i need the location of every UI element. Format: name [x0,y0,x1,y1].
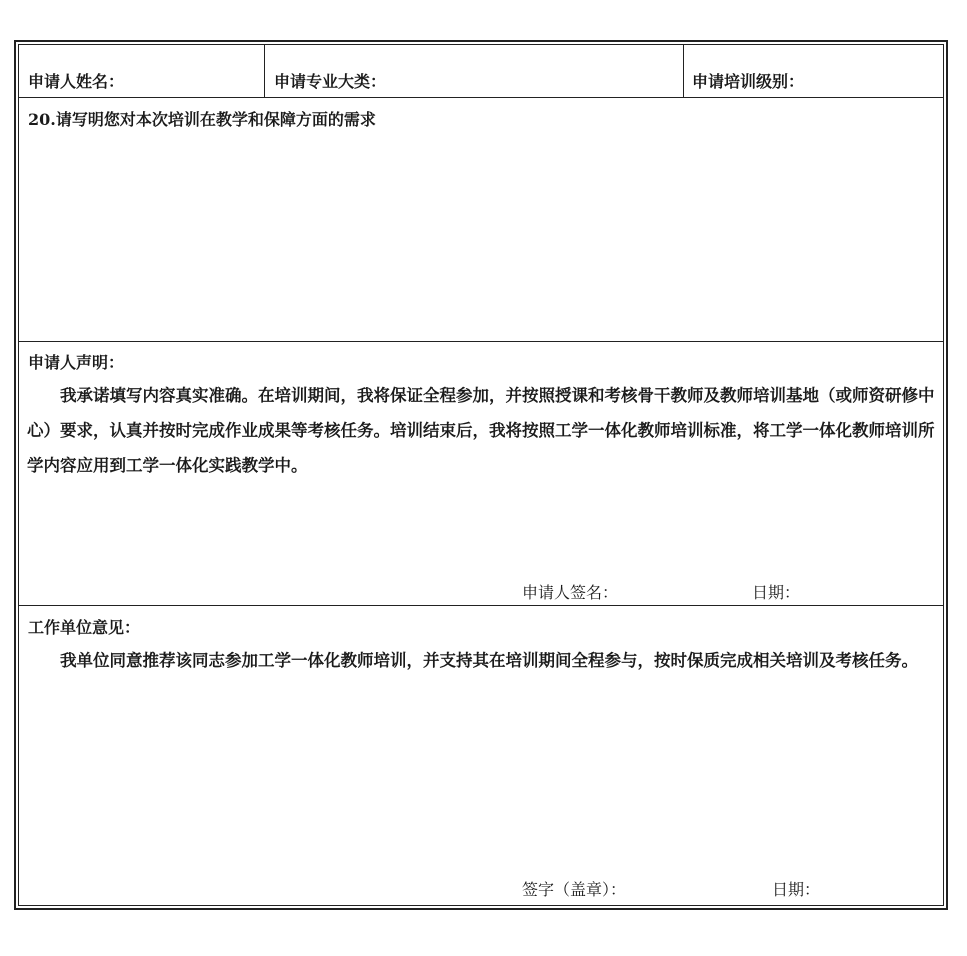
row-divider-q20 [19,341,943,342]
declaration-text: 我承诺填写内容真实准确。在培训期间，我将保证全程参加，并按照授课和考核骨干教师及教师培训基地（或师资研修中心）要求，认真并按时完成作业成果等考核任务。培训结束后，我将按照工学一体化教师培训标准，将工学一体化教师培训所学内容应用到工学一体化实践教学中。 [27,386,935,475]
application-form [14,40,948,910]
row-divider-declaration [19,605,943,606]
question-20-answer-area[interactable] [27,137,939,337]
employer-opinion-title: 工作单位意见： [28,618,141,637]
training-level-label: 申请培训级别： [692,72,805,91]
form-table [18,44,944,906]
applicant-name-label: 申请人姓名： [28,72,125,91]
declaration-title: 申请人声明： [28,353,125,372]
applicant-date-label: 日期： [752,583,801,602]
employer-date-label: 日期： [772,880,821,899]
employer-signature-label: 签字（盖章）： [522,880,627,899]
row-divider-header [19,97,943,98]
major-category-label: 申请专业大类： [274,72,387,91]
question-20-label: 20.请写明您对本次培训在教学和保障方面的需求 [28,110,376,129]
applicant-signature-label: 申请人签名： [522,583,619,602]
header-divider-1 [264,45,265,97]
header-divider-2 [683,45,684,97]
employer-opinion-text: 我单位同意推荐该同志参加工学一体化教师培训，并支持其在培训期间全程参与，按时保质完成相关培训及考核任务。 [60,651,918,670]
